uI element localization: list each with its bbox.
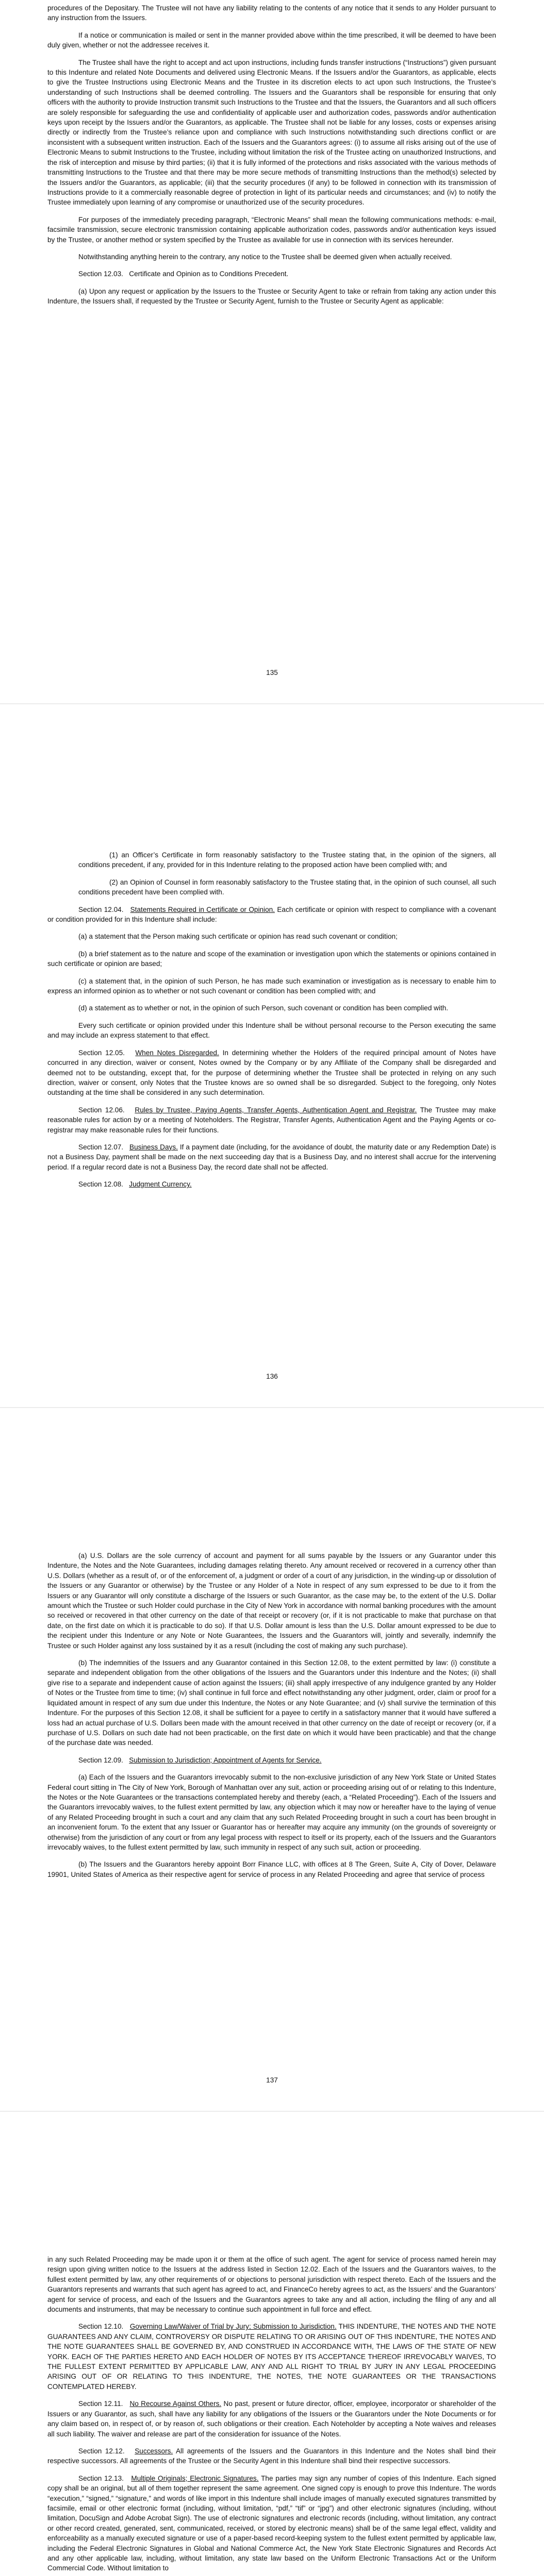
page-number: 136 [266,1372,278,1380]
section-paragraph [47,1048,496,1098]
section-title: Business Days. [129,1143,178,1151]
page-138-body [47,2255,496,2576]
section-number: Section 12.12. [78,2447,125,2455]
section-text: In determining whether the Holders of the required principal amount of Notes have concurred in any direction, waiver or consent, Notes owned by the Company or by any Affiliate of the Company shall be disregarded and deemed not to be outstanding, except that, for the purpose of determining whether the Trustee shall be protected in relying on any such direction, waiver or consent, only Notes that the Trustee knows are so owned shall be so disregarded. Subject to the foregoing, only Notes outstanding at the time shall be considered in any such determination. [47,1048,496,1097]
section-paragraph [47,2446,496,2466]
section-text: No past, present or future director, officer, employee, incorporator or shareholder of the Issuers or any Guarantor, as such, shall have any liability for any obligations of the Issuers or the Guarantors under the Note Documents or for any claim based on, in respect of, or by reason of, such obligations or their creation. Each Noteholder by accepting a Note waives and releases all such liability. The waiver and release are part of the consideration for issuance of the Notes. [47,2400,496,2438]
paragraph: in any such Related Proceeding may be made upon it or them at the office of such agent. The agent for service of process named herein may resign upon giving written notice to the Issuers at the address listed in Section 12.02. Each of the Issuers and the Guarantors waives, to the fullest extent permitted by law, any other requirements of or objections to personal jurisdiction with respect thereto. Each of the Issuers and the Guarantors represents and warrants that such agent has agreed to act, and FinanceCo hereby agrees to act, as the Issuers’ and the Guarantors’ agent for service of process, and each of the Issuers and the Guarantors agrees to take any and all action, including the filing of any and all documents and instruments, that may be necessary to continue such appointment in full force and effect. [47,2256,496,2314]
section-text: The Trustee may make reasonable rules for action by or a meeting of Noteholders. The Registrar, Transfer Agents, Authentication Agent and the Paying Agents or co-registrar may make reasonable rules for their functions. [47,1106,496,1134]
section-text: The parties may sign any number of copies of this Indenture. Each signed copy shall be an original, but all of them together represent the same agreement. One signed copy is enough to prove this Indenture. The words “execution,” “signed,” “signature,” and words of like import in this Indenture shall include images of manually executed signatures transmitted by facsimile, email or other electronic format (including, without limitation, “pdf,” “tif” or “jpg”) and other electronic signatures (including, without limitation, DocuSign and Adobe Acrobat Sign). The use of electronic signatures and electronic records (including, without limitation, any contract or other record created, generated, sent, communicated, received, or stored by electronic means) shall be of the same legal effect, validity and enforceability as a manually executed signature or use of a paper-based record-keeping system to the fullest extent permitted by applicable law, including the Federal Electronic Signatures in Global and National Commerce Act, the New York State Electronic Signatures and Records Act and any other applicable law, including, without limitation, any state law based on the Uniform Electronic Transactions Act or the Uniform Commercial Code. Without limitation to [47,2474,496,2572]
section-title: Judgment Currency. [129,1180,192,1189]
paragraph: If a notice or communication is mailed or sent in the manner provided above within the time prescribed, it will be deemed to have been duly given, whether or not the addressee receives it. [47,31,496,49]
list-item: (2) an Opinion of Counsel in form reasonably satisfactory to the Trustee stating that, in the opinion of such counsel, all such conditions precedent have been complied with. [78,878,496,896]
paragraph-judgment-currency-a: (a) U.S. Dollars are the sole currency of account and payment for all sums payable by the Issuers or any Guarantor under this Indenture, the Notes and the Note Guarantees, including damages relating thereto. Any amount received or recovered in a currency other than U.S. Dollars (whether as a result of, or of the enforcement of, a judgment or order of a court of any jurisdiction, in the winding-up or dissolution of the Issuers or any Guarantor or otherwise) by the Trustee or any Holder of a Note in respect of any sum expressed to be due to it from the Issuers or any Guarantor will only constitute a discharge of the Issuers or such Guarantor, as the case may be, to the extent of the U.S. Dollar amount which the Trustee or such Holder could purchase in the City of New York in accordance with normal banking procedures with the amount so received or recovered in that other currency on the date of that receipt or recovery (or, if it is not practicable to make that purchase on that date, on the first date on which it is practicable to do so). If that U.S. Dollar amount is less than the U.S. Dollar amount expressed to be due to the recipient under this Indenture or any Note or Note Guarantees, the Issuers and the Guarantors will, jointly and severally, indemnify the Trustee or such Holder against any loss sustained by it as a result (including the cost of making any such purchase). [47,1552,496,1650]
paragraph-jurisdiction-a: (a) Each of the Issuers and the Guarantors irrevocably submit to the non-exclusive jurisdiction of any New York State or United States Federal court sitting in The City of New York, Borough of Manhattan over any suit, action or proceeding arising out of or relating to this Indenture, the Notes or the Note Guarantees or the transactions contemplated hereby and thereby (each, a “Related Proceeding”). Each of the Issuers and the Guarantors irrevocably waives, to the fullest extent permitted by law, any objection which it may now or hereafter have to the laying of venue of any Related Proceeding brought in such a court and any claim that any such Related Proceeding brought in such a court has been brought in an inconvenient forum. To the extent that any Issuer or Guarantor has or hereafter may acquire any immunity (on the grounds of sovereignty or otherwise) from the jurisdiction of any court or from any legal process with respect to itself or its property, each of the Issuers and the Guarantors irrevocably waives, to the fullest extent permitted by law, such immunity in respect of any such suit, action or proceeding. [47,1773,496,1851]
section-title: Certificate and Opinion as to Conditions Precedent. [129,270,289,278]
list-item: (a) a statement that the Person making such certificate or opinion has read such covenant or condition; [78,933,398,941]
section-number: Section 12.03. [78,270,123,278]
list-item: (1) an Officer’s Certificate in form reasonably satisfactory to the Trustee stating that, in the opinion of the signers, all conditions precedent, if any, provided for in this Indenture relating to the proposed action have been complied with; and [78,851,496,869]
page-number: 137 [266,2076,278,2084]
section-text: Each certificate or opinion with respect to compliance with a covenant or condition provided for in this Indenture shall include: [47,905,496,924]
list-item: (c) a statement that, in the opinion of such Person, he has made such examination or investigation as is necessary to enable him to express an informed opinion as to whether or not such covenant or condition has been complied with; and [47,977,496,995]
page-136-body [47,850,496,1197]
section-title: Multiple Originals; Electronic Signatures. [131,2474,259,2482]
section-number: Section 12.11. [78,2400,123,2408]
section-number: Section 12.04. [78,905,124,913]
section-number: Section 12.08. [78,1180,123,1189]
section-title: Successors. [135,2447,173,2455]
section-paragraph [47,1142,496,1172]
section-paragraph [47,2399,496,2439]
paragraph-jurisdiction-b: (b) The Issuers and the Guarantors hereby appoint Borr Finance LLC, with offices at 8 The Green, Suite A, City of Dover, Delaware 19901, United States of America as their respective agent for service of process in any Related Proceeding and agree that service of process [47,1860,496,1878]
page-break [0,2111,544,2112]
page-137-body [47,1551,496,1887]
section-number: Section 12.07. [78,1143,124,1151]
page-break [0,703,544,704]
section-title: Rules by Trustee, Paying Agents, Transfer Agents, Authentication Agent and Registrar. [135,1106,417,1114]
page-number: 135 [266,669,278,676]
section-title: Statements Required in Certificate or Opinion. [130,905,275,913]
page-135-body [47,3,496,314]
section-text: If a payment date (including, for the avoidance of doubt, the maturity date or any Redemption Date) is not a Business Day, payment shall be made on the next succeeding day that is a Business Day, and no interest shall accrue for the intervening period. If a regular record date is not a Business Day, the record date shall not be affected. [47,1143,496,1171]
section-number: Section 12.05. [78,1048,125,1057]
section-title: Governing Law/Waiver of Trial by Jury; Submission to Jurisdiction. [129,2323,337,2331]
section-paragraph [47,905,496,925]
section-number: Section 12.09. [78,1756,123,1764]
section-paragraph [47,1105,496,1135]
list-item: (b) a brief statement as to the nature and scope of the examination or investigation upon which the statements or opinions contained in such certificate or opinion are based; [47,950,496,968]
section-heading [47,1179,496,1189]
paragraph: Notwithstanding anything herein to the contrary, any notice to the Trustee shall be deemed given when actually received. [78,252,452,261]
paragraph: procedures of the Depositary. The Trustee will not have any liability relating to the contents of any notice that it sends to any Holder pursuant to any instruction from the Issuers. [47,4,496,22]
paragraph: Every such certificate or opinion provided under this Indenture shall be without personal recourse to the Person executing the same and may include an express statement to that effect. [47,1021,496,1040]
paragraph: (a) Upon any request or application by the Issuers to the Trustee or Security Agent to take or refrain from taking any action under this Indenture, the Issuers shall, if requested by the Trustee or Security Agent, furnish to the Trustee or Security Agent as applicable: [47,287,496,306]
paragraph-electronic-means: For purposes of the immediately preceding paragraph, “Electronic Means” shall mean the following communications methods: e-mail, facsimile transmission, secure electronic transmission containing applicable authorization codes, passwords and/or authentication keys issued by the Trustee, or another method or system specified by the Trustee as available for use in connection with its services hereunder. [47,215,496,244]
section-text: THIS INDENTURE, THE NOTES AND THE NOTE GUARANTEES AND ANY CLAIM, CONTROVERSY OR DISPUTE RELATING TO OR ARISING OUT OF THIS INDENTURE, THE NOTES AND THE NOTE GUARANTEES SHALL BE GOVERNED BY, AND CONSTRUED IN ACCORDANCE WITH, THE LAWS OF THE STATE OF NEW YORK. EACH OF THE PARTIES HERETO AND EACH HOLDER OF NOTES BY ITS ACCEPTANCE THEREOF IRREVOCABLY WAIVES, TO THE FULLEST EXTENT PERMITTED BY APPLICABLE LAW, ANY AND ALL RIGHT TO TRIAL BY JURY IN ANY LEGAL PROCEEDING ARISING OUT OF OR RELATING TO THIS INDENTURE, THE NOTES, THE NOTE GUARANTEES OR THE TRANSACTIONS CONTEMPLATED HEREBY. [47,2323,496,2391]
section-number: Section 12.13. [78,2474,124,2482]
section-heading [47,269,496,279]
section-text: All agreements of the Issuers and the Guarantors in this Indenture and the Notes shall bind their respective successors. All agreements of the Trustee or the Security Agent in this Indenture shall bind their respective successors. [47,2447,496,2465]
paragraph-judgment-currency-b: (b) The indemnities of the Issuers and any Guarantor contained in this Section 12.08, to the extent permitted by law: (i) constitute a separate and independent obligation from the other obligations of the Issuers and the Guarantors under this Indenture and the Notes; (ii) shall give rise to a separate and independent cause of action against the Issuers; (iii) shall apply irrespective of any indulgence granted by any Holder of Notes or the Trustee from time to time; (iv) shall continue in full force and effect notwithstanding any other judgment, order, claim or proof for a liquidated amount in respect of any sum due under this Indenture, the Notes or any Note Guarantee; and (v) shall survive the termination of this Indenture. For the purposes of this Section 12.08, it shall be sufficient for a payee to certify in a satisfactory manner that it would have suffered a loss had an actual purchase of U.S. Dollars been made with the amount received in that other currency on the date of receipt or recovery (or, if a purchase of U.S. Dollars on such date had not been practicable, on the first date on which it would have been practicable) and that the change of the purchase date was needed. [47,1659,496,1747]
section-paragraph [47,2473,496,2573]
section-paragraph [47,2321,496,2392]
section-number: Section 12.10. [78,2323,124,2331]
section-number: Section 12.06. [78,1106,125,1114]
section-title: No Recourse Against Others. [129,2400,222,2408]
section-heading [47,1755,496,1765]
paragraph-electronic-instructions: The Trustee shall have the right to accept and act upon instructions, including funds transfer instructions (“Instructions”) given pursuant to this Indenture and related Note Documents and delivered using Electronic Means. If the Issuers and/or the Guarantors, as applicable, elects to give the Trustee Instructions using Electronic Means and the Trustee in its discretion elects to act upon such Instructions, the Trustee’s understanding of such Instructions shall be deemed controlling. The Issuers and the Guarantors shall be responsible for ensuring that only officers with the authority to provide Instruction transmit such Instructions to the Trustee and that the Issuers, the Guarantors and all such officers are solely responsible for safeguarding the use and confidentiality of applicable user and authorization codes, passwords and/or authentication keys upon receipt by the Issuers and/or the Guarantors, as applicable. The Trustee shall not be liable for any losses, costs or expenses arising directly or indirectly from the Trustee’s reliance upon and compliance with such Instructions notwithstanding such directions conflict or are inconsistent with a subsequent written instruction. Each of the Issuers and the Guarantors agrees: (i) to assume all risks arising out of the use of Electronic Means to submit Instructions to the Trustee, including without limitation the risk of the Trustee acting on unauthorized Instructions, and the risk of interception and misuse by third parties; (ii) that it is fully informed of the protections and risks associated with the various methods of transmitting Instructions to the Trustee and that there may be more secure methods of transmitting Instructions than the method(s) selected by the Issuers and/or the Guarantors, as applicable; (iii) that the security procedures (if any) to be followed in connection with its transmission of Instructions provide to it a commercially reasonable degree of protection in light of its particular needs and circumstances; and (iv) to notify the Trustee immediately upon learning of any compromise or unauthorized use of the security procedures. [47,58,496,207]
page-break [0,1407,544,1408]
list-item: (d) a statement as to whether or not, in the opinion of such Person, such covenant or condition has been complied with. [78,1004,449,1012]
section-title: Submission to Jurisdiction; Appointment of Agents for Service. [129,1756,322,1764]
section-title: When Notes Disregarded. [135,1048,219,1057]
